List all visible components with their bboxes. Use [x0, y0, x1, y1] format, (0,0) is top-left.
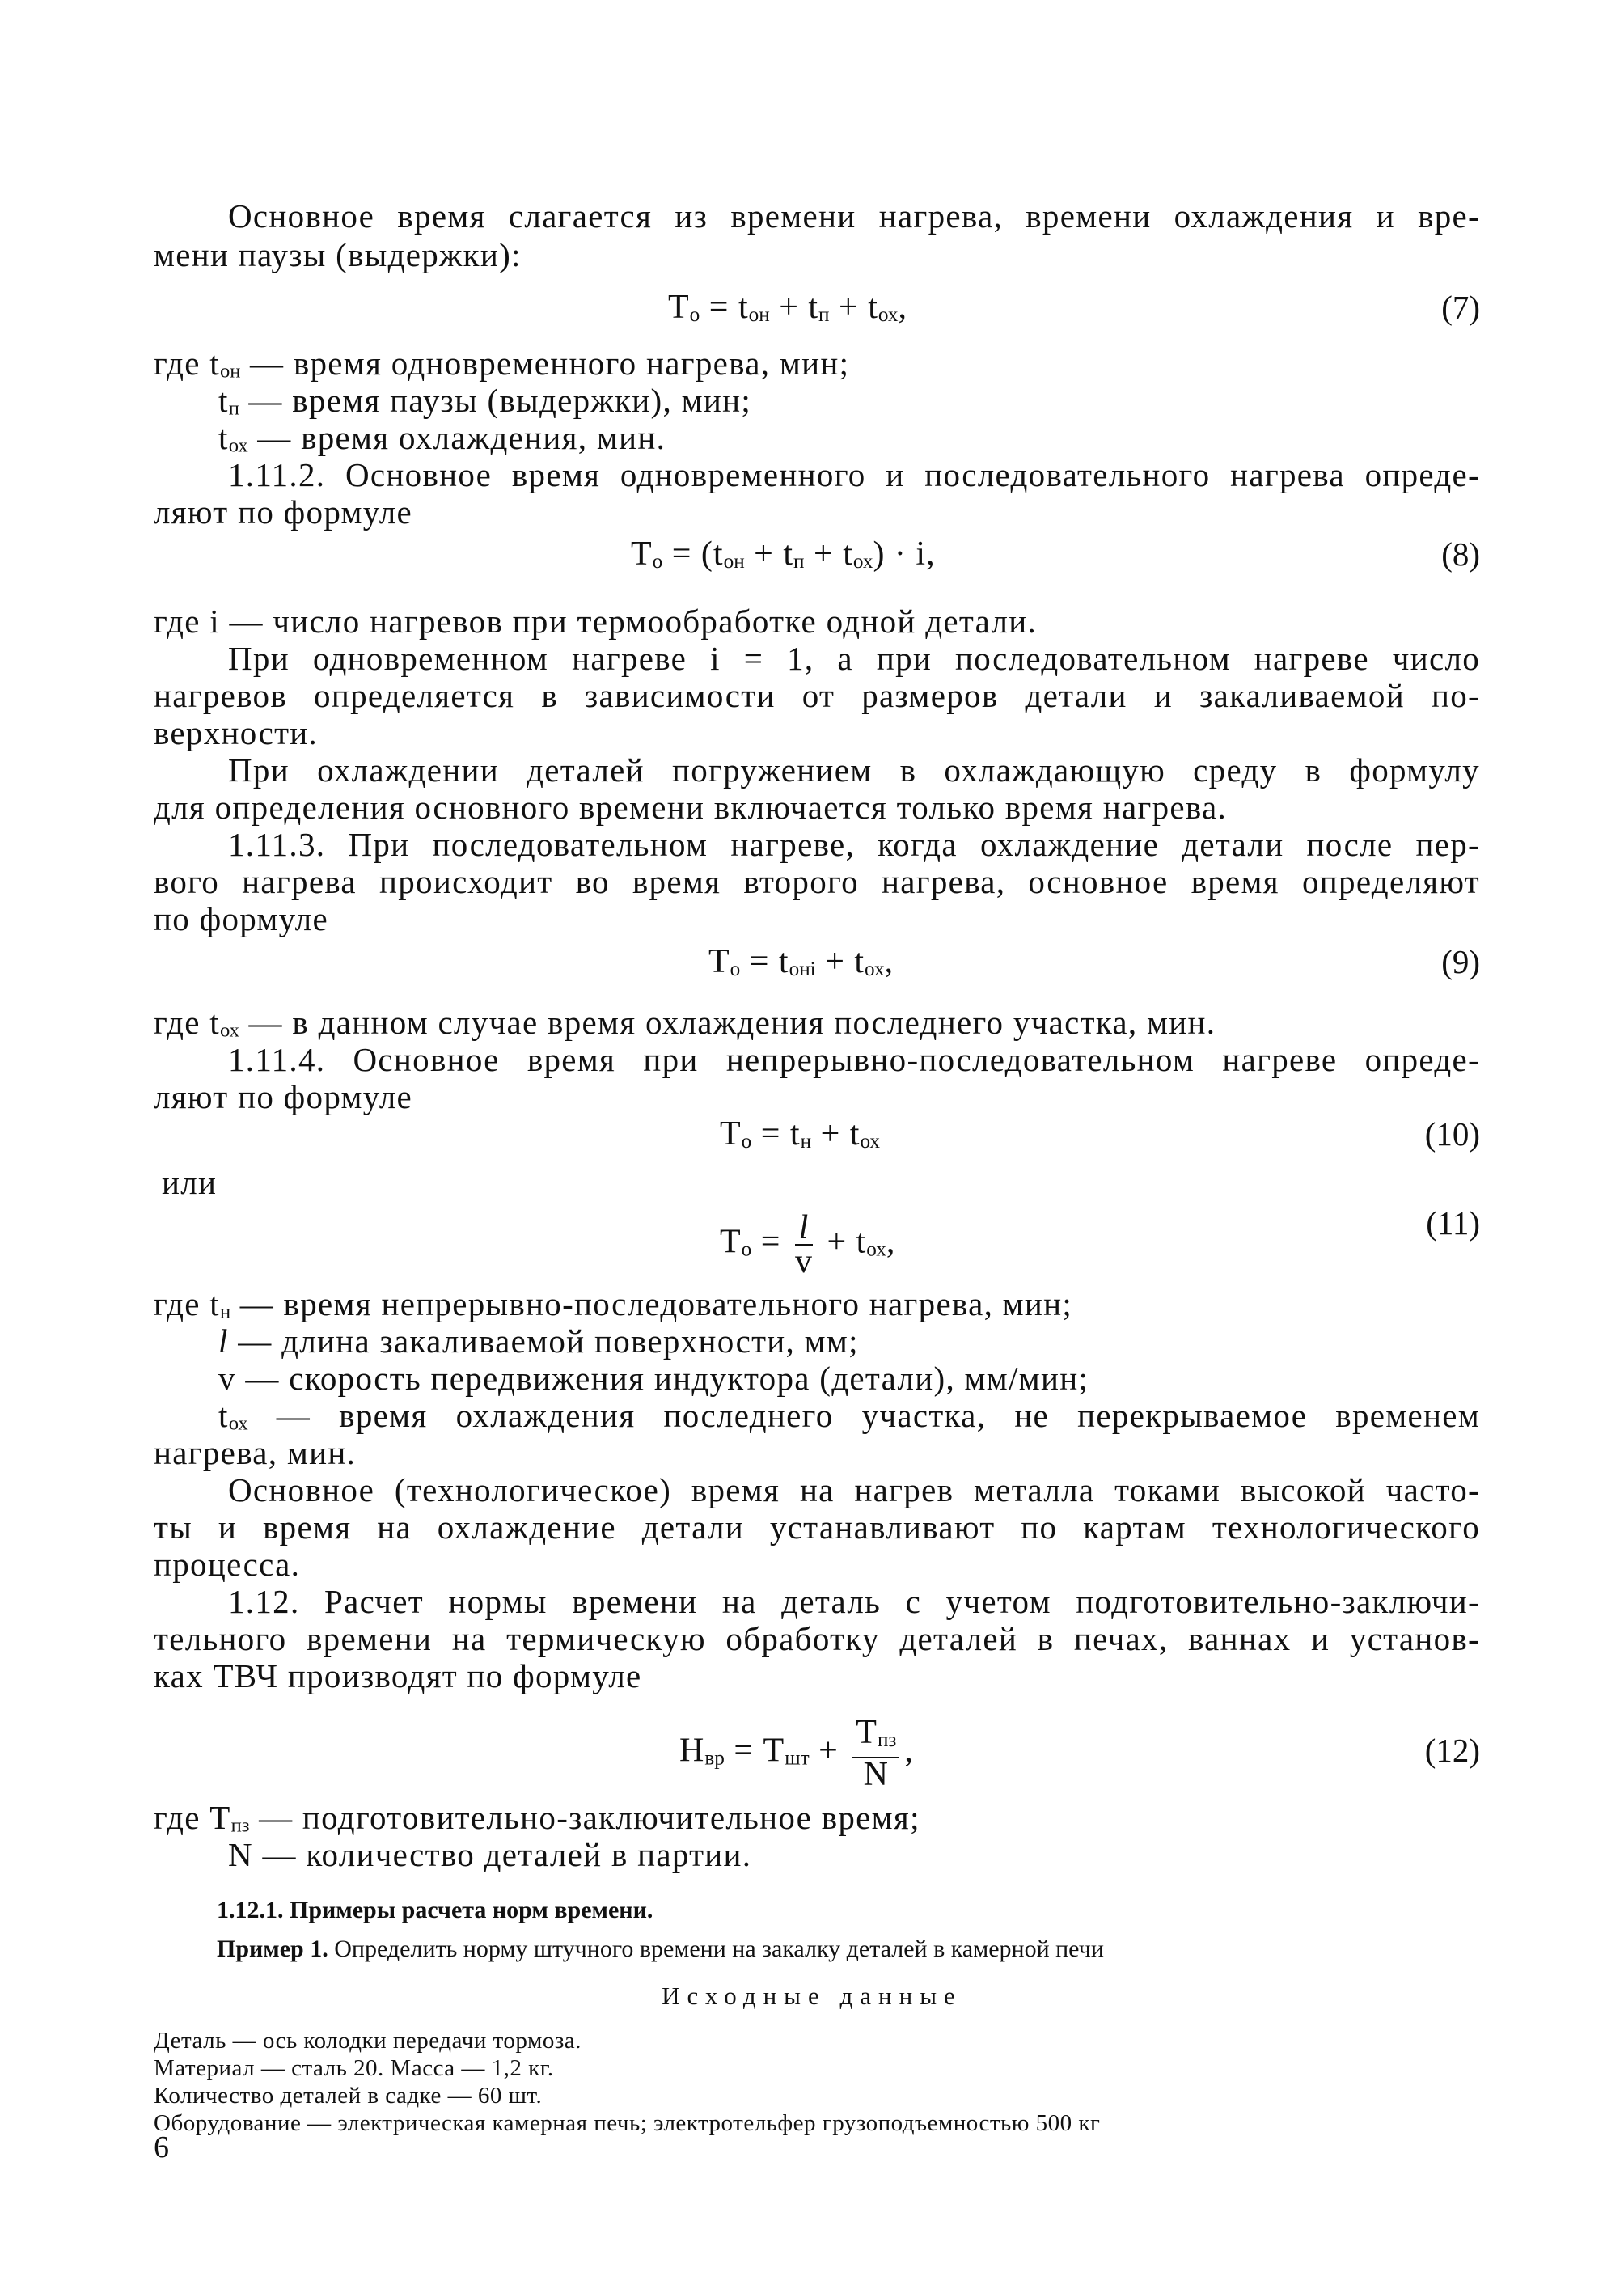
p6-line-2: ляют по формуле	[154, 1078, 413, 1115]
where-4-line-1: где tн — время непрерывно-последовательного нагрева, мин;	[154, 1285, 1073, 1323]
equation-number-10: (10)	[1424, 1115, 1480, 1153]
where-4-line-3: v — скорость передвижения индуктора (детали), мм/мин;	[218, 1360, 1089, 1397]
formula-10: Tо = tн + tох	[720, 1115, 881, 1153]
fraction-tpz-over-n: $\frac{\text{Tпз}}{N}$	[852, 1716, 899, 1791]
where-5-line-1: где Tпз — подготовительно-заключительное время;	[154, 1799, 920, 1837]
where-3: где tох — в данном случае время охлаждения последнего участка, мин.	[154, 1004, 1216, 1042]
equation-number-11: (11)	[1426, 1204, 1480, 1242]
p8-line-3: ках ТВЧ производят по формуле	[154, 1657, 642, 1694]
p5-line-2: вого нагрева происходит во время второго нагрева, основное время определяют	[154, 863, 1480, 900]
p4-line-1: При охлаждении деталей погружением в охлаждающую среду в формулу	[228, 751, 1480, 789]
p4-line-2: для определения основного времени включается только время нагрева.	[154, 789, 1228, 826]
equation-number-12: (12)	[1424, 1732, 1480, 1769]
equation-number-9: (9)	[1441, 943, 1480, 980]
p8-line-1: 1.12. Расчет нормы времени на деталь с учетом подготовительно-заключи-	[228, 1583, 1480, 1620]
p7-line-1: Основное (технологическое) время на нагрев металла токами высокой часто-	[228, 1471, 1480, 1508]
p3-line-3: верхности.	[154, 714, 319, 751]
source-data-heading: Исходные данные	[662, 1982, 962, 2010]
source-line-3: Количество деталей в садке — 60 шт.	[154, 2083, 543, 2109]
where-4-line-2: l — длина закаливаемой поверхности, мм;	[218, 1322, 859, 1360]
page-number: 6	[154, 2130, 169, 2164]
formula-8: Tо = (tон + tп + tох) · i,	[631, 535, 936, 573]
or-word: или	[162, 1164, 218, 1201]
where-1-line-3: tох — время охлаждения, мин.	[218, 419, 666, 457]
where-1-line-2: tп — время паузы (выдержки), мин;	[218, 382, 752, 420]
where-4-line-5: нагрева, мин.	[154, 1434, 357, 1471]
p5-line-3: по формуле	[154, 900, 328, 937]
p7-line-2: ты и время на охлаждение детали устанавливают по картам технологического	[154, 1508, 1480, 1546]
example-heading: 1.12.1. Примеры расчета норм времени.	[217, 1897, 653, 1923]
p8-line-2: тельного времени на термическую обработку деталей в печах, ваннах и установ-	[154, 1620, 1480, 1657]
p7-line-3: процесса.	[154, 1546, 301, 1583]
formula-12: Hвр = Tшт + $\frac{\text{Tпз}}{N}$ ,	[679, 1714, 914, 1793]
p5-line-1: 1.11.3. При последовательном нагреве, когда охлаждение детали после пер-	[228, 826, 1480, 863]
source-line-4: Оборудование — электрическая камерная печь; электротельфер грузоподъемностью 500 кг	[154, 2110, 1101, 2136]
p2-line-1: 1.11.2. Основное время одновременного и последовательного нагрева опреде-	[228, 456, 1480, 493]
equation-number-7: (7)	[1441, 289, 1480, 326]
where-1-line-1: где tон — время одновременного нагрева, мин;	[154, 345, 850, 383]
p1-line-2: мени паузы (выдержки):	[154, 236, 522, 273]
source-line-2: Материал — сталь 20. Масса — 1,2 кг.	[154, 2055, 554, 2081]
p6-line-1: 1.11.4. Основное время при непрерывно-последовательном нагреве опреде-	[228, 1041, 1480, 1078]
source-line-1: Деталь — ось колодки передачи тормоза.	[154, 2028, 582, 2054]
p1-line-1: Основное время слагается из времени нагрева, времени охлаждения и вре-	[228, 197, 1480, 235]
where-5-line-2: N — количество деталей в партии.	[228, 1836, 752, 1873]
formula-11: Tо = $\frac{l}{v}$ + tох,	[720, 1209, 896, 1280]
fraction-l-over-v: $\frac{l}{v}$	[794, 1209, 813, 1280]
p3-line-2: нагревов определяется в зависимости от размеров детали и закаливаемой по-	[154, 677, 1480, 714]
p3-line-1: При одновременном нагреве i = 1, а при последовательном нагреве число	[228, 640, 1480, 677]
where-2: где i — число нагревов при термообработке одной детали.	[154, 603, 1037, 640]
p2-line-2: ляют по формуле	[154, 493, 413, 531]
example-1-line: Пример 1. Определить норму штучного времени на закалку деталей в камерной печи	[217, 1936, 1104, 1962]
formula-9: Tо = tонi + tох,	[708, 943, 894, 980]
where-4-line-4: tох — время охлаждения последнего участка, не перекрываемое временем	[218, 1397, 1480, 1435]
formula-7: Tо = tон + tп + tох,	[668, 289, 907, 326]
equation-number-8: (8)	[1441, 535, 1480, 573]
